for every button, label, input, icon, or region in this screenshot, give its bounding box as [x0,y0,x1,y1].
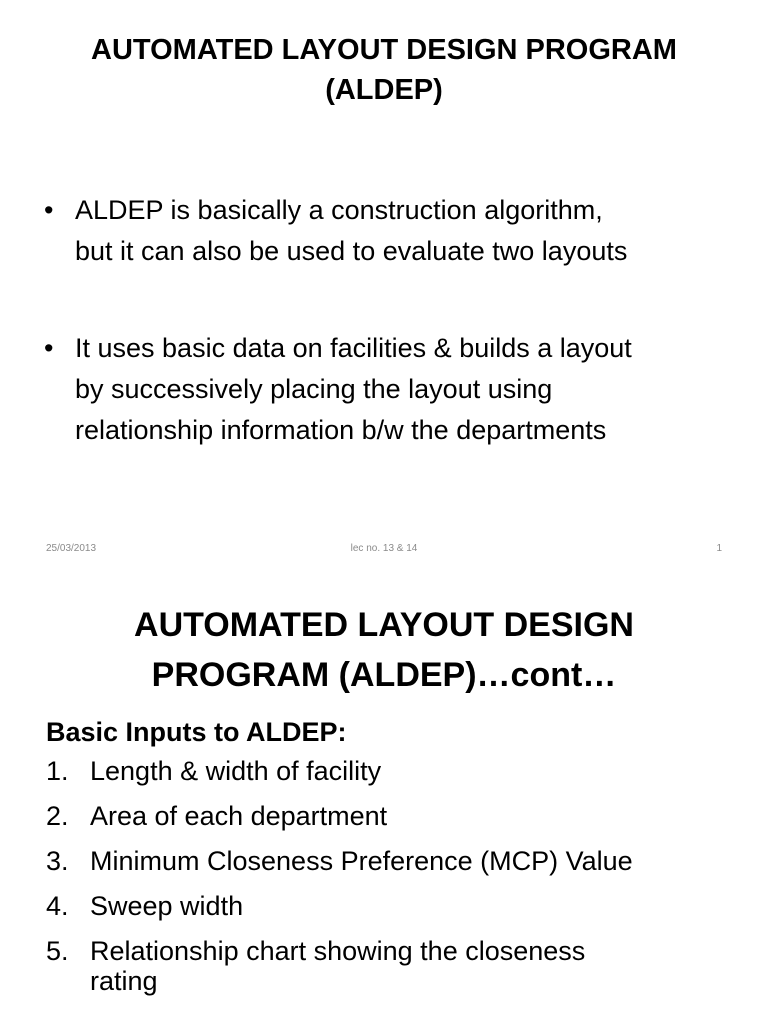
slide-1-title-line: (ALDEP) [325,74,443,106]
list-item-line: Area of each department [90,801,388,831]
list-item [46,801,746,831]
list-item-text [90,846,746,876]
slide-2-subheading: Basic Inputs to ALDEP: [46,717,347,747]
bullet-line: It uses basic data on facilities & builds a layout [75,333,632,363]
list-item [46,756,746,786]
slide-2 [0,570,768,1024]
bullet-text [75,328,744,451]
list-item [46,846,746,876]
list-item-line: rating [90,966,158,996]
bullet-item [44,190,744,272]
list-item-text [90,891,746,921]
slide-2-title [0,600,768,700]
list-item-line: Relationship chart showing the closeness [90,936,586,966]
bullet-line: relationship information b/w the departments [75,415,607,445]
list-number: 5. [46,936,69,966]
bullet-dot: • [44,195,54,225]
list-item-text [90,801,746,831]
list-number: 1. [46,756,69,786]
list-item [46,891,746,921]
footer-page-number: 1 [716,543,722,554]
slide-2-title-line: AUTOMATED LAYOUT DESIGN [134,606,634,644]
list-item-line: Sweep width [90,891,244,921]
list-item-text [90,756,746,786]
footer-date: 25/03/2013 [46,543,97,554]
footer-lecture: lec no. 13 & 14 [350,543,418,554]
list-number: 2. [46,801,69,831]
slide-2-title-line: PROGRAM (ALDEP)…cont… [151,656,617,694]
list-item-line: Length & width of facility [90,756,382,786]
list-item [46,936,746,996]
inputs-list [46,756,746,1011]
bullet-item [44,328,744,451]
list-number: 4. [46,891,69,921]
bullet-line: but it can also be used to evaluate two layouts [75,236,628,266]
list-number: 3. [46,846,69,876]
bullet-text [75,190,744,272]
slide-1-title-line: AUTOMATED LAYOUT DESIGN PROGRAM [91,34,677,66]
list-item-text [90,936,746,996]
bullet-line: by successively placing the layout using [75,374,553,404]
list-item-line: Minimum Closeness Preference (MCP) Value [90,846,633,876]
slide-1-title [0,30,768,110]
bullet-line: ALDEP is basically a construction algorithm, [75,195,603,225]
bullet-dot: • [44,333,54,363]
